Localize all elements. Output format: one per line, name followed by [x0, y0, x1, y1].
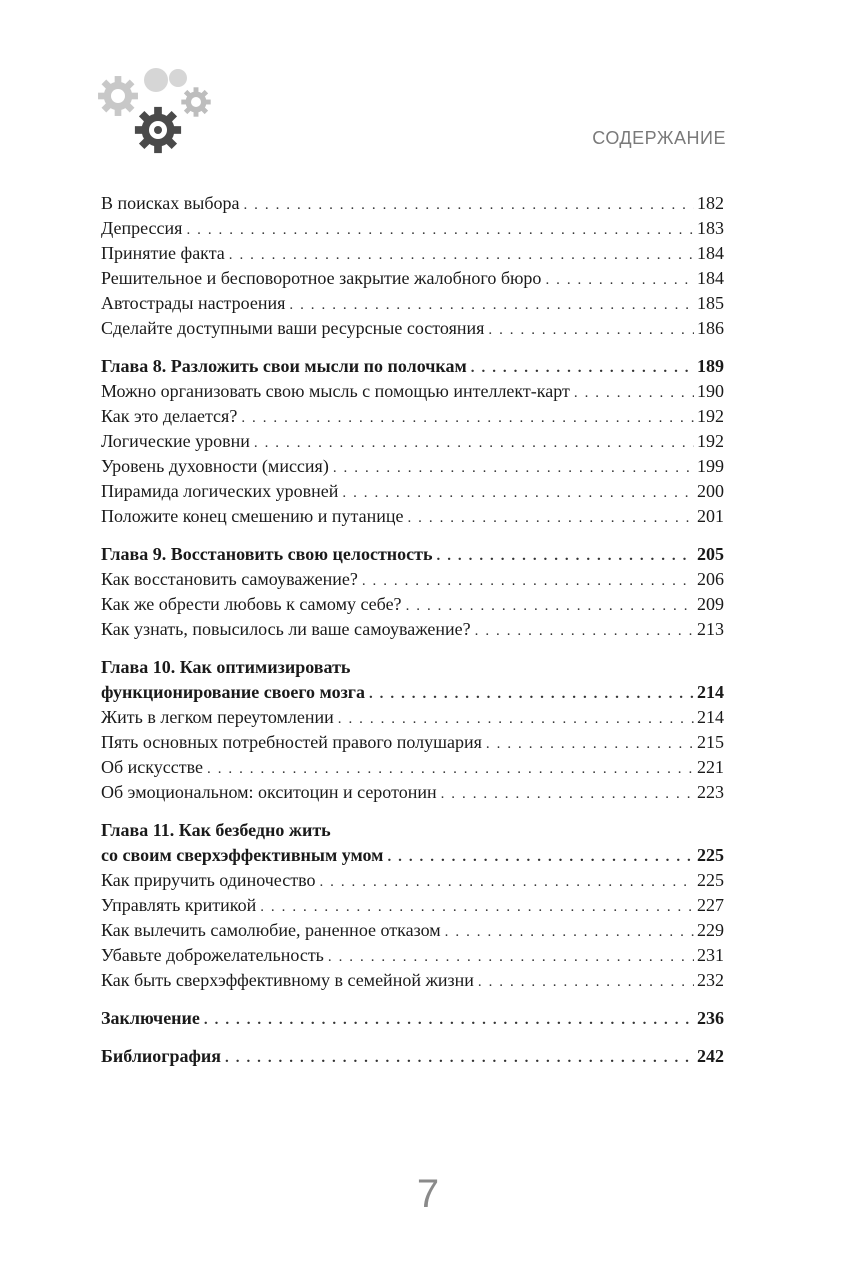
- toc-entry-page: 183: [697, 218, 724, 238]
- toc-chapter-9[interactable]: [101, 542, 724, 567]
- dot-leader: [182, 218, 694, 243]
- dot-leader: [570, 381, 694, 406]
- toc-entry[interactable]: [101, 454, 724, 479]
- toc-bibliography[interactable]: [101, 1044, 724, 1069]
- toc-entry-page: 209: [697, 594, 724, 614]
- chapter-page: 225: [697, 845, 724, 865]
- toc-entry[interactable]: [101, 705, 724, 730]
- toc-entry-page: 182: [697, 193, 724, 213]
- dot-leader: [200, 1008, 694, 1033]
- toc-entry-title: Пирамида логических уровней: [101, 481, 339, 501]
- toc-entry[interactable]: [101, 893, 724, 918]
- dot-leader: [256, 895, 694, 920]
- toc-entry-page: 184: [697, 268, 724, 288]
- toc-chapter-8[interactable]: [101, 354, 724, 379]
- toc-entry-page: 215: [697, 732, 724, 752]
- toc-entry[interactable]: [101, 404, 724, 429]
- toc-entry[interactable]: [101, 730, 724, 755]
- dot-leader: [365, 682, 694, 707]
- dot-leader: [334, 707, 694, 732]
- toc-entry-title: Логические уровни: [101, 431, 250, 451]
- toc-entry-page: 231: [697, 945, 724, 965]
- dot-leader: [250, 431, 694, 456]
- toc-entry-page: 184: [697, 243, 724, 263]
- dot-leader: [474, 970, 694, 995]
- toc-entry[interactable]: [101, 868, 724, 893]
- dot-leader: [329, 456, 694, 481]
- toc-entry[interactable]: [101, 429, 724, 454]
- toc-entry[interactable]: [101, 592, 724, 617]
- chapter-page: 189: [697, 356, 724, 376]
- dot-leader: [402, 594, 694, 619]
- toc-entry-title: Пять основных потребностей правого полушария: [101, 732, 482, 752]
- dot-leader: [437, 782, 694, 807]
- toc-entry-title: Как приручить одиночество: [101, 870, 316, 890]
- chapter-title-line1[interactable]: Глава 10. Как оптимизировать: [101, 657, 351, 677]
- toc-entry-title: Как же обрести любовь к самому себе?: [101, 594, 402, 614]
- toc-entry[interactable]: [101, 379, 724, 404]
- toc-conclusion[interactable]: [101, 1006, 724, 1031]
- toc-entry-title: Автострады настроения: [101, 293, 286, 313]
- toc-entry-page: 190: [697, 381, 724, 401]
- toc-entry-title: Как быть сверхэффективному в семейной жизни: [101, 970, 474, 990]
- toc-entry-title: Принятие факта: [101, 243, 225, 263]
- toc-entry-page: 223: [697, 782, 724, 802]
- toc-entry-page: 199: [697, 456, 724, 476]
- toc-entry-page: 227: [697, 895, 724, 915]
- dot-leader: [433, 544, 694, 569]
- toc-entry-title: Убавьте доброжелательность: [101, 945, 324, 965]
- dot-leader: [467, 356, 694, 381]
- toc-entry-title: Управлять критикой: [101, 895, 257, 915]
- toc-entry-page: 201: [697, 506, 724, 526]
- toc-entry-title: Можно организовать свою мысль с помощью интеллект-карт: [101, 381, 570, 401]
- dot-leader: [338, 481, 694, 506]
- chapter-title: Глава 8. Разложить свои мысли по полочкам: [101, 356, 467, 376]
- page-number: 7: [416, 1172, 440, 1216]
- dot-leader: [203, 757, 694, 782]
- toc-entry[interactable]: [101, 617, 724, 642]
- chapter-title: Заключение: [101, 1008, 200, 1028]
- toc-entry-page: 213: [697, 619, 724, 639]
- toc-entry-page: 185: [697, 293, 724, 313]
- toc-entry-page: 214: [697, 707, 724, 727]
- dot-leader: [358, 569, 694, 594]
- dot-leader: [225, 243, 694, 268]
- toc-entry-page: 192: [697, 431, 724, 451]
- chapter-title-line2: функционирование своего мозга: [101, 682, 365, 702]
- toc-entry[interactable]: [101, 968, 724, 993]
- toc-entry-page: 221: [697, 757, 724, 777]
- dot-leader: [403, 506, 694, 531]
- dot-leader: [315, 870, 694, 895]
- table-of-contents: [101, 191, 724, 1069]
- chapter-page: 236: [697, 1008, 724, 1028]
- toc-entry[interactable]: [101, 191, 724, 216]
- toc-entry-title: Депрессия: [101, 218, 183, 238]
- toc-entry-title: Как восстановить самоуважение?: [101, 569, 358, 589]
- toc-entry[interactable]: [101, 780, 724, 805]
- toc-entry[interactable]: [101, 755, 724, 780]
- toc-entry-page: 206: [697, 569, 724, 589]
- section-header: СОДЕРЖАНИЕ: [592, 128, 726, 148]
- toc-entry-title: Как вылечить самолюбие, раненное отказом: [101, 920, 441, 940]
- toc-entry-page: 229: [697, 920, 724, 940]
- toc-entry-title: Жить в легком переутомлении: [101, 707, 334, 727]
- toc-entry-title: Положите конец смешению и путанице: [101, 506, 404, 526]
- dot-leader: [541, 268, 694, 293]
- dot-leader: [471, 619, 694, 644]
- dot-leader: [482, 732, 694, 757]
- toc-entry-title: Как это делается?: [101, 406, 238, 426]
- toc-entry[interactable]: [101, 216, 724, 241]
- toc-entry[interactable]: [101, 943, 724, 968]
- toc-entry[interactable]: [101, 291, 724, 316]
- toc-entry[interactable]: [101, 266, 724, 291]
- toc-chapter-10[interactable]: [101, 680, 724, 705]
- toc-entry-title: В поисках выбора: [101, 193, 240, 213]
- chapter-title-line2: со своим сверхэффективным умом: [101, 845, 384, 865]
- dot-leader: [441, 920, 694, 945]
- toc-chapter-11[interactable]: [101, 843, 724, 868]
- toc-entry[interactable]: [101, 241, 724, 266]
- dot-leader: [221, 1046, 694, 1071]
- toc-entry[interactable]: [101, 316, 724, 341]
- toc-entry-page: 200: [697, 481, 724, 501]
- toc-entry[interactable]: [101, 567, 724, 592]
- dot-leader: [484, 318, 694, 343]
- dot-leader: [383, 845, 694, 870]
- toc-entry[interactable]: [101, 504, 724, 529]
- toc-entry-title: Решительное и бесповоротное закрытие жалобного бюро: [101, 268, 542, 288]
- chapter-page: 214: [697, 682, 724, 702]
- toc-entry[interactable]: [101, 479, 724, 504]
- toc-entry-page: 186: [697, 318, 724, 338]
- dot-leader: [237, 406, 694, 431]
- toc-entry[interactable]: [101, 918, 724, 943]
- toc-entry-page: 192: [697, 406, 724, 426]
- dot-leader: [285, 293, 694, 318]
- toc-entry-title: Сделайте доступными ваши ресурсные состояния: [101, 318, 485, 338]
- dot-leader: [324, 945, 694, 970]
- toc-entry-title: Уровень духовности (миссия): [101, 456, 329, 476]
- toc-entry-page: 225: [697, 870, 724, 890]
- toc-entry-page: 232: [697, 970, 724, 990]
- chapter-title: Библиография: [101, 1046, 222, 1066]
- toc-entry-title: Об эмоциональном: окситоцин и серотонин: [101, 782, 437, 802]
- chapter-page: 205: [697, 544, 724, 564]
- toc-entry-title: Как узнать, повысилось ли ваше самоуважение?: [101, 619, 471, 639]
- chapter-title: Глава 9. Восстановить свою целостность: [101, 544, 433, 564]
- chapter-page: 242: [697, 1046, 724, 1066]
- dot-leader: [239, 193, 694, 218]
- gears-logo-icon: [96, 66, 226, 166]
- chapter-title-line1[interactable]: Глава 11. Как безбедно жить: [101, 820, 331, 840]
- toc-entry-title: Об искусстве: [101, 757, 203, 777]
